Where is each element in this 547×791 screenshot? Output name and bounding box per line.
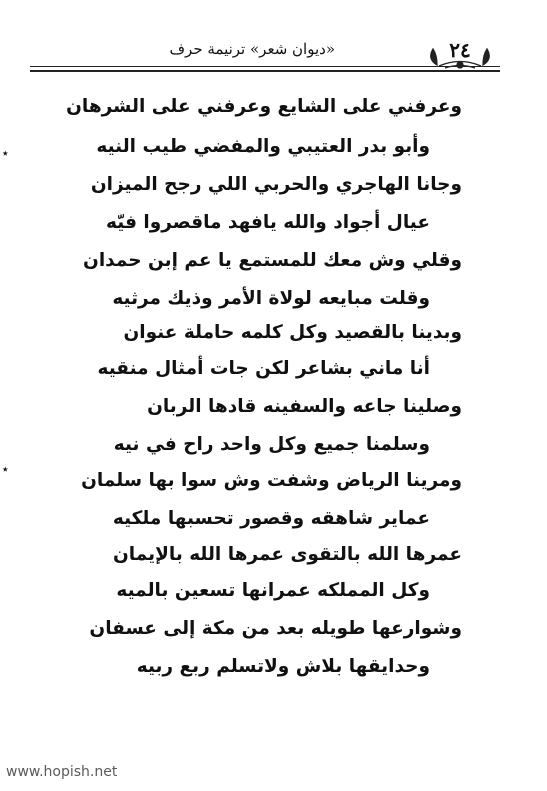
verse-line: عيال أجواد والله يافهد ماقصروا فيّه: [106, 212, 430, 233]
verse-line: وحدايقها بلاش ولاتسلم ربع ربيه: [136, 656, 430, 677]
verse-line: وشوارعها طويله بعد من مكة إلى عسفان: [89, 618, 462, 639]
page-number: ٢٤: [449, 38, 471, 62]
verse-line: وسلمنا جميع وكل واحد راح في نيه: [113, 434, 430, 455]
header-rule-thin: [30, 66, 500, 67]
verse-line: وجانا الهاجري والحربي اللي رجح الميزان: [90, 174, 462, 195]
verse-line: عماير شاهقه وقصور تحسبها ملكيه: [112, 508, 430, 529]
running-header-title: «ديوان شعر» ترنيمة حرف: [169, 40, 335, 58]
verse-line: وبدينا بالقصيد وكل كلمه حاملة عنوان: [123, 322, 462, 343]
verse-line: وعرفني على الشايع وعرفني على الشرهان: [66, 96, 462, 117]
verse-line: وقلت مبايعه لولاة الأمر وذيك مرثيه: [112, 288, 430, 309]
verse-line: أنا ماني بشاعر لكن جات أمثال منقيه: [97, 358, 430, 379]
verse-line: وكل المملكه عمرانها تسعين بالميه: [116, 580, 430, 601]
verse-line: وأبو بدر العتيبي والمفضي طيب النيه: [96, 136, 430, 157]
margin-mark: ٭: [2, 146, 9, 160]
verse-line: ومرينا الرياض وشفت وش سوا بها سلمان: [81, 470, 462, 491]
margin-mark: ٭: [2, 462, 9, 476]
verse-line: عمرها الله بالتقوى عمرها الله بالإيمان: [113, 544, 462, 565]
header-rule-thick: [30, 70, 500, 72]
verse-line: وقلي وش معك للمستمع يا عم إبن حمدان: [83, 250, 462, 271]
watermark-url: www.hopish.net: [6, 764, 118, 780]
verse-line: وصلينا جاعه والسفينه قادها الربان: [147, 396, 462, 417]
